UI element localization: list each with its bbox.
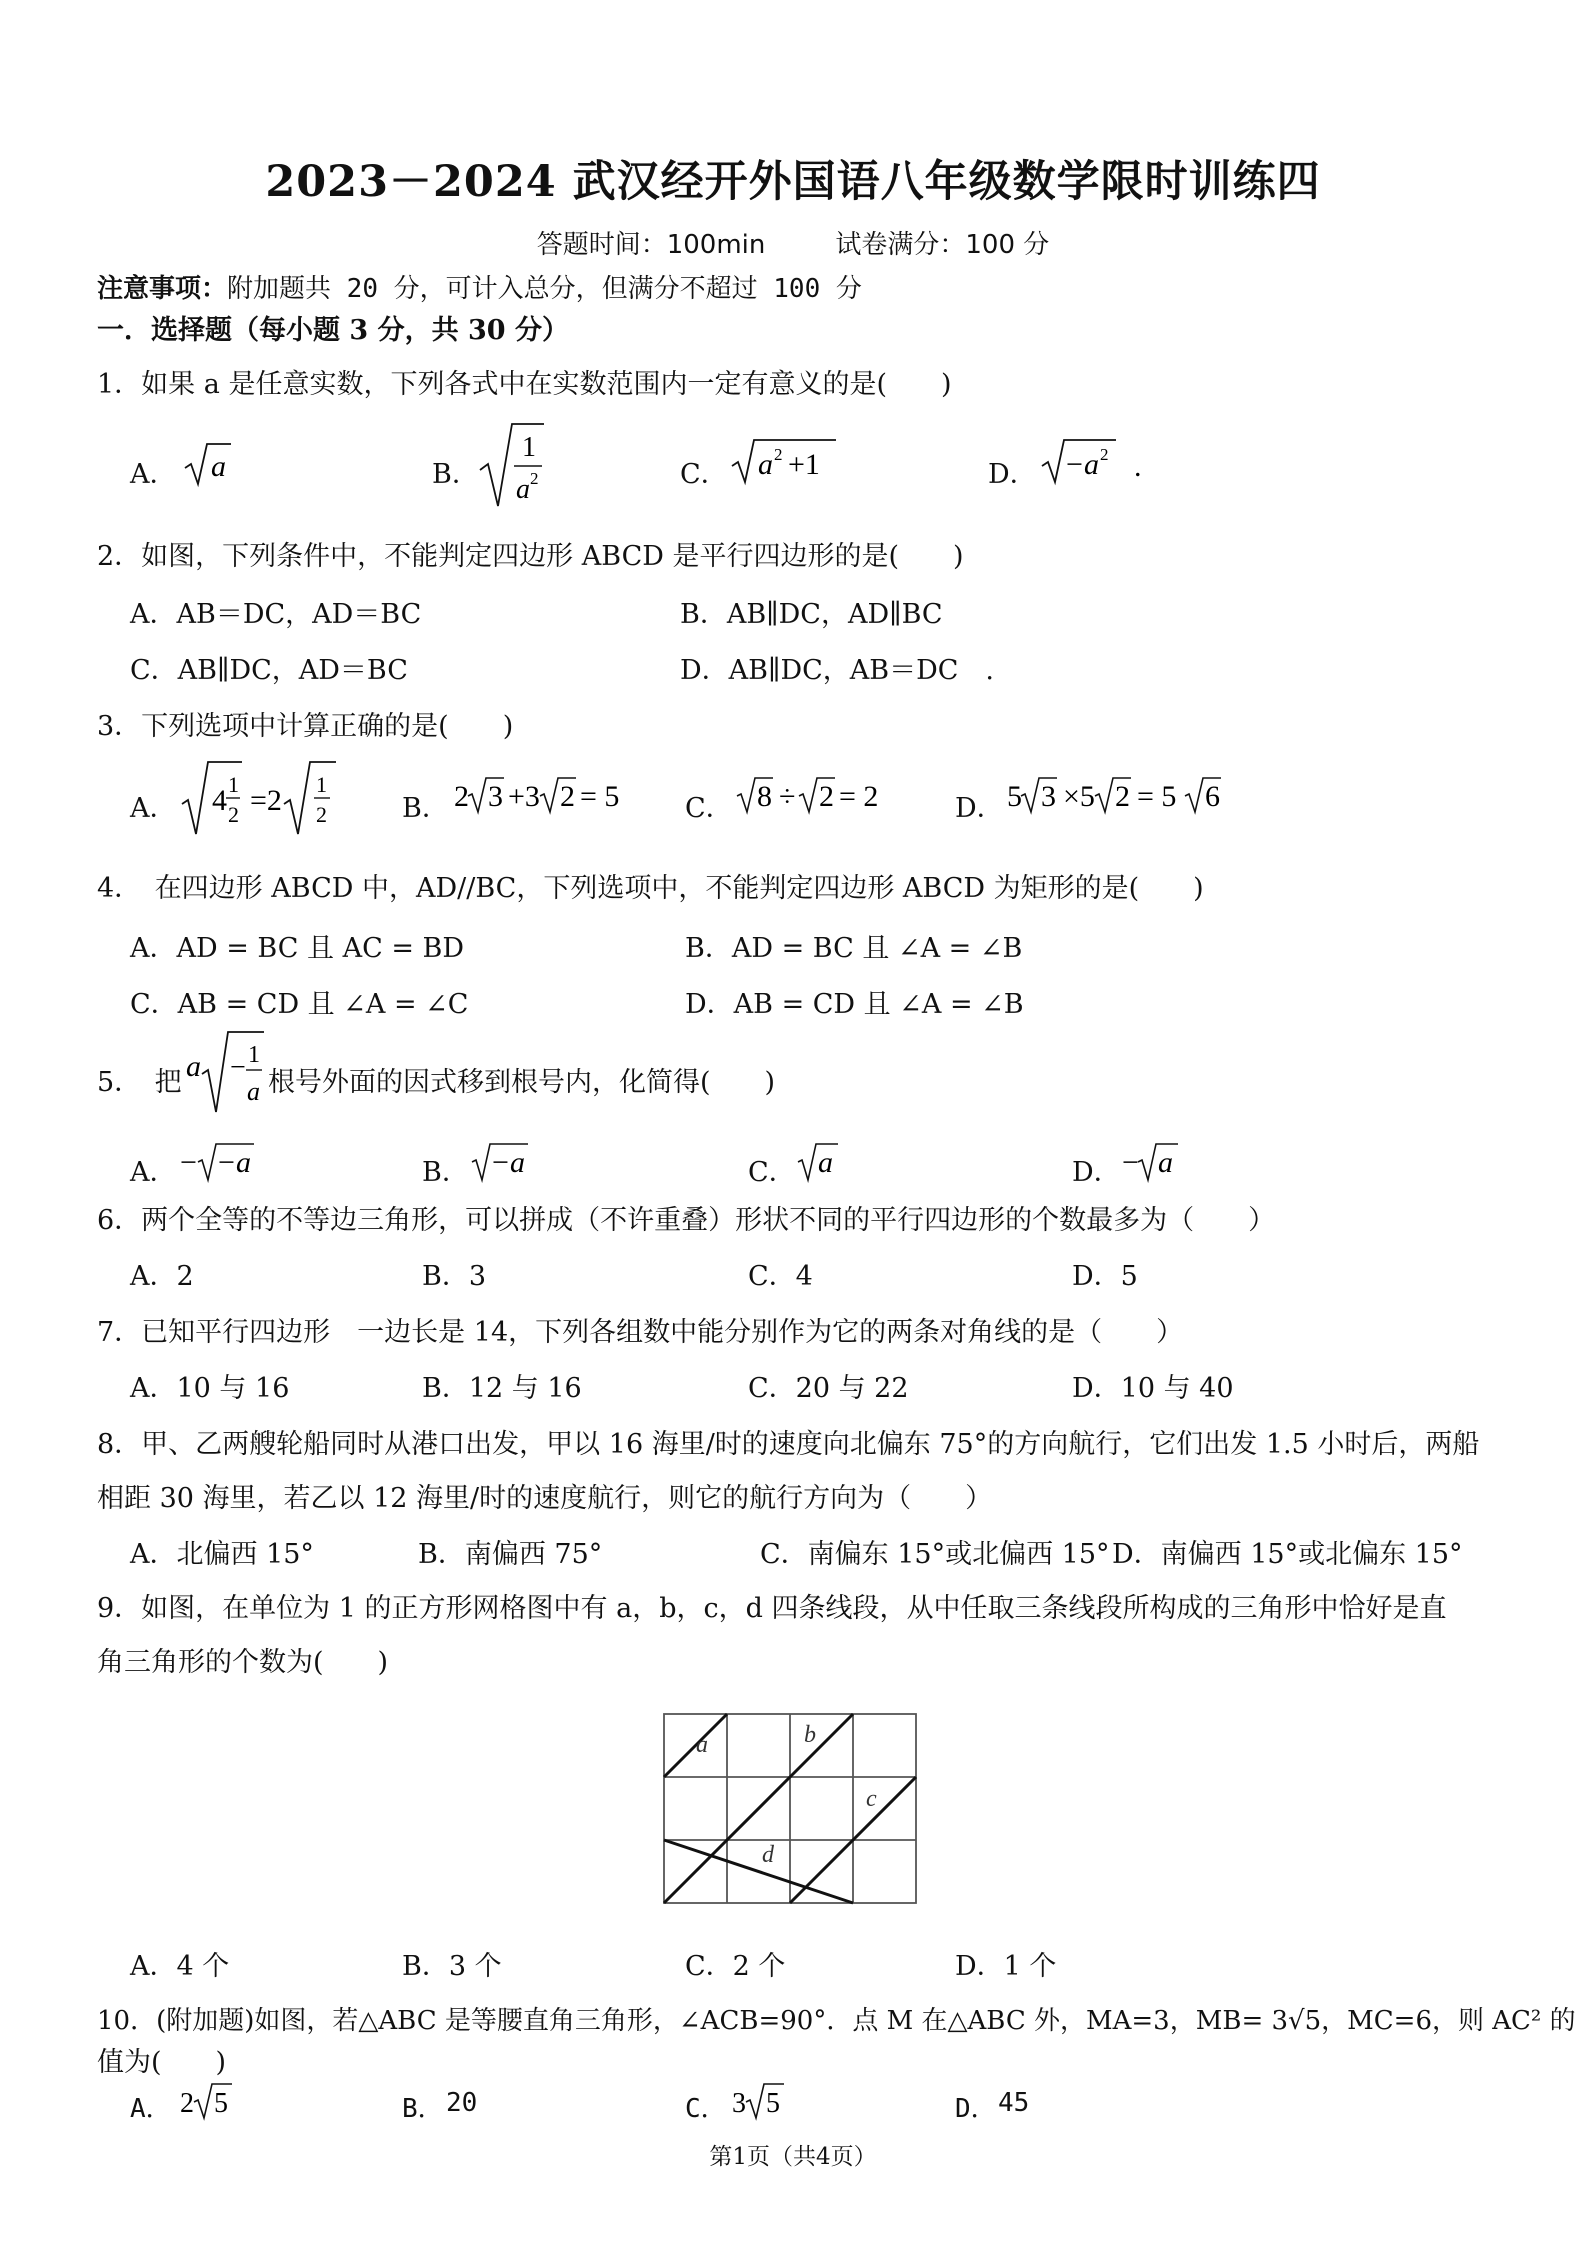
grid-figure (660, 1710, 920, 1908)
q10-label-a: A． (130, 2094, 172, 2124)
q5-lead: 5． 把 (97, 1067, 182, 1098)
svg-text:2: 2 (774, 445, 783, 464)
svg-text:−: − (180, 1146, 197, 1179)
svg-text:=2: =2 (250, 784, 282, 817)
svg-text:8: 8 (757, 780, 772, 813)
svg-text:= 5: = 5 (1137, 780, 1177, 813)
grid-label-a: a (696, 1732, 708, 1758)
q8-option-a: A．北偏西 15° (130, 1539, 314, 1570)
q3-stem: 3．下列选项中计算正确的是( ) (97, 711, 514, 742)
q5-label-c: C． (748, 1157, 796, 1188)
svg-text:1: 1 (522, 432, 536, 463)
svg-text:1: 1 (228, 772, 239, 797)
exam-score: 试卷满分：100 分 (835, 230, 1050, 260)
notice-label: 注意事项： (97, 274, 228, 304)
q7-option-d: D．10 与 40 (1072, 1373, 1234, 1404)
q6-option-a: A．2 (130, 1261, 194, 1292)
q7-option-a: A．10 与 16 (130, 1373, 290, 1404)
q1-label-d: D． (988, 459, 1037, 490)
svg-text:6: 6 (1205, 780, 1220, 813)
q1-option-a (183, 440, 233, 488)
q3-option-d (1005, 772, 1245, 818)
page-title: 2023－2024 武汉经开外国语八年级数学限时训练四 (265, 157, 1321, 207)
page-footer: 第1页（共4页） (709, 2144, 877, 2170)
svg-text:2: 2 (228, 802, 239, 827)
svg-text:×5: ×5 (1063, 780, 1095, 813)
q9-line1: 9．如图，在单位为 1 的正方形网格图中有 a，b，c，d 四条线段，从中任取三条线段所构成的三角形中恰好是直 (97, 1593, 1447, 1624)
q9-option-a: A．4 个 (130, 1951, 230, 1982)
exam-time: 答题时间：100min (536, 230, 766, 260)
q4-option-c: C．AB = CD 且 ∠A = ∠C (130, 989, 469, 1020)
svg-text:−: − (492, 1146, 509, 1179)
svg-text:÷: ÷ (779, 780, 796, 813)
svg-text:a: a (818, 1146, 833, 1179)
segment-b-upper (790, 1714, 853, 1777)
q3-label-a: A． (130, 793, 177, 824)
svg-text:1: 1 (248, 1042, 260, 1068)
q10-line1: 10．(附加题)如图，若△ABC 是等腰直角三角形，∠ACB=90°．点 M 在△ABC 外，MA=3，MB= 3√5，MC=6，则 AC² 的 (97, 2006, 1576, 2036)
svg-text:5: 5 (214, 2088, 228, 2119)
svg-text:2: 2 (560, 780, 575, 813)
q4-option-a: A．AD = BC 且 AC = BD (130, 933, 465, 964)
svg-text:3: 3 (488, 780, 503, 813)
q5-rest: 根号外面的因式移到根号内，化简得( ) (268, 1067, 776, 1098)
q2-option-b: B．AB∥DC，AD∥BC (680, 599, 943, 630)
svg-text:−: − (218, 1146, 235, 1179)
q1-label-b: B． (432, 459, 479, 490)
svg-text:2: 2 (180, 2088, 194, 2119)
svg-text:2: 2 (1115, 780, 1130, 813)
grid-label-d: d (762, 1842, 774, 1868)
svg-text:3: 3 (732, 2088, 746, 2119)
svg-text:2: 2 (316, 802, 327, 827)
q8-option-b: B．南偏西 75° (418, 1539, 603, 1570)
q9-option-b: B．3 个 (402, 1951, 502, 1982)
q7-option-b: B．12 与 16 (422, 1373, 582, 1404)
svg-text:a: a (236, 1146, 251, 1179)
q5-option-d (1120, 1138, 1184, 1184)
q1-option-d (1040, 436, 1152, 486)
q6-stem: 6．两个全等的不等边三角形，可以拼成（不许重叠）形状不同的平行四边形的个数最多为（ ） (97, 1205, 1276, 1236)
q3-option-b (452, 772, 632, 818)
q5-label-a: A． (130, 1157, 177, 1188)
segment-d (664, 1840, 853, 1903)
q7-stem: 7．已知平行四边形 一边长是 14，下列各组数中能分别作为它的两条对角线的是（ ） (97, 1317, 1184, 1348)
q9-line2: 角三角形的个数为( ) (97, 1647, 389, 1678)
grid-label-c: c (866, 1786, 877, 1812)
svg-text:a: a (186, 1050, 201, 1083)
q7-option-c: C．20 与 22 (748, 1373, 909, 1404)
svg-text:a: a (211, 450, 226, 483)
q1-option-b (478, 420, 548, 510)
q3-option-c (735, 772, 895, 818)
svg-text:1: 1 (316, 772, 327, 797)
svg-text:−: − (1122, 1146, 1139, 1179)
svg-text:a: a (1158, 1146, 1173, 1179)
exam-meta (0, 224, 1586, 261)
q8-option-d: D．南偏西 15°或北偏东 15° (1112, 1539, 1463, 1570)
grid-label-b: b (804, 1722, 816, 1748)
q8-line1: 8．甲、乙两艘轮船同时从港口出发，甲以 16 海里/时的速度向北偏东 75°的方向航行，它们出发 1.5 小时后，两船 (97, 1429, 1480, 1460)
q2-option-d: D．AB∥DC，AB＝DC . (680, 655, 994, 686)
svg-text:−: − (1066, 448, 1083, 481)
q2-option-a: A．AB＝DC，AD＝BC (130, 599, 422, 630)
q1-stem: 1．如果 a 是任意实数，下列各式中在实数范围内一定有意义的是( ) (97, 369, 952, 400)
q9-option-c: C．2 个 (685, 1951, 786, 1982)
svg-text:5: 5 (766, 2088, 780, 2119)
q1-option-c (730, 436, 840, 486)
q3-option-a (180, 758, 340, 838)
q5-option-c (796, 1138, 844, 1184)
q10-label-b: B． (402, 2094, 444, 2124)
svg-text:4: 4 (212, 784, 227, 817)
q5-option-a (178, 1138, 258, 1184)
q10-label-d: D． (955, 2094, 997, 2124)
svg-text:2: 2 (819, 780, 834, 813)
svg-text:a: a (510, 1146, 525, 1179)
q2-option-c: C．AB∥DC，AD＝BC (130, 655, 408, 686)
q4-stem: 4． 在四边形 ABCD 中，AD//BC，下列选项中，不能判定四边形 ABCD 为矩形的是( ) (97, 873, 1204, 904)
q9-option-d: D．1 个 (955, 1951, 1057, 1982)
q5-expression (184, 1028, 268, 1116)
svg-text:= 5: = 5 (580, 780, 620, 813)
q8-option-c: C．南偏东 15°或北偏西 15° (760, 1539, 1110, 1570)
svg-text:a: a (758, 448, 773, 481)
q5-label-d: D． (1072, 1157, 1121, 1188)
q1-label-c: C． (680, 459, 728, 490)
q6-option-b: B．3 (422, 1261, 487, 1292)
q10-line2: 值为( ) (97, 2047, 227, 2078)
notice-text: 附加题共 20 分，可计入总分，但满分不超过 100 分 (227, 274, 862, 304)
q10-option-d: 45 (998, 2088, 1030, 2118)
svg-text:a: a (516, 474, 530, 505)
svg-text:2: 2 (530, 469, 539, 488)
svg-text:= 2: = 2 (839, 780, 879, 813)
svg-text:−: − (230, 1052, 246, 1083)
svg-text:+1: +1 (788, 448, 820, 481)
q6-option-c: C．4 (748, 1261, 813, 1292)
q1-label-a: A． (130, 459, 177, 490)
q10-option-a (178, 2080, 242, 2124)
q3-label-d: D． (955, 793, 1004, 824)
q4-option-d: D．AB = CD 且 ∠A = ∠B (685, 989, 1024, 1020)
q4-option-b: B．AD = BC 且 ∠A = ∠B (685, 933, 1023, 964)
svg-text:a: a (247, 1077, 260, 1106)
q10-option-c (730, 2080, 794, 2124)
q8-line2: 相距 30 海里，若乙以 12 海里/时的速度航行，则它的航行方向为（ ） (97, 1483, 993, 1514)
q3-label-c: C． (685, 793, 733, 824)
q10-label-c: C． (685, 2094, 727, 2124)
svg-text:.: . (1134, 450, 1142, 483)
q3-label-b: B． (402, 793, 449, 824)
svg-text:2: 2 (1100, 445, 1109, 464)
svg-text:a: a (1084, 448, 1099, 481)
q5-label-b: B． (422, 1157, 469, 1188)
notice (97, 268, 862, 305)
svg-text:5: 5 (1007, 780, 1022, 813)
q10-option-b: 20 (446, 2088, 478, 2118)
svg-text:+3: +3 (508, 780, 540, 813)
q6-option-d: D．5 (1072, 1261, 1138, 1292)
section-heading: 一．选择题（每小题 3 分，共 30 分） (97, 315, 569, 346)
q2-stem: 2．如图，下列条件中，不能判定四边形 ABCD 是平行四边形的是( ) (97, 541, 964, 572)
q5-option-b (470, 1138, 534, 1184)
svg-text:2: 2 (454, 780, 469, 813)
svg-text:3: 3 (1041, 780, 1056, 813)
